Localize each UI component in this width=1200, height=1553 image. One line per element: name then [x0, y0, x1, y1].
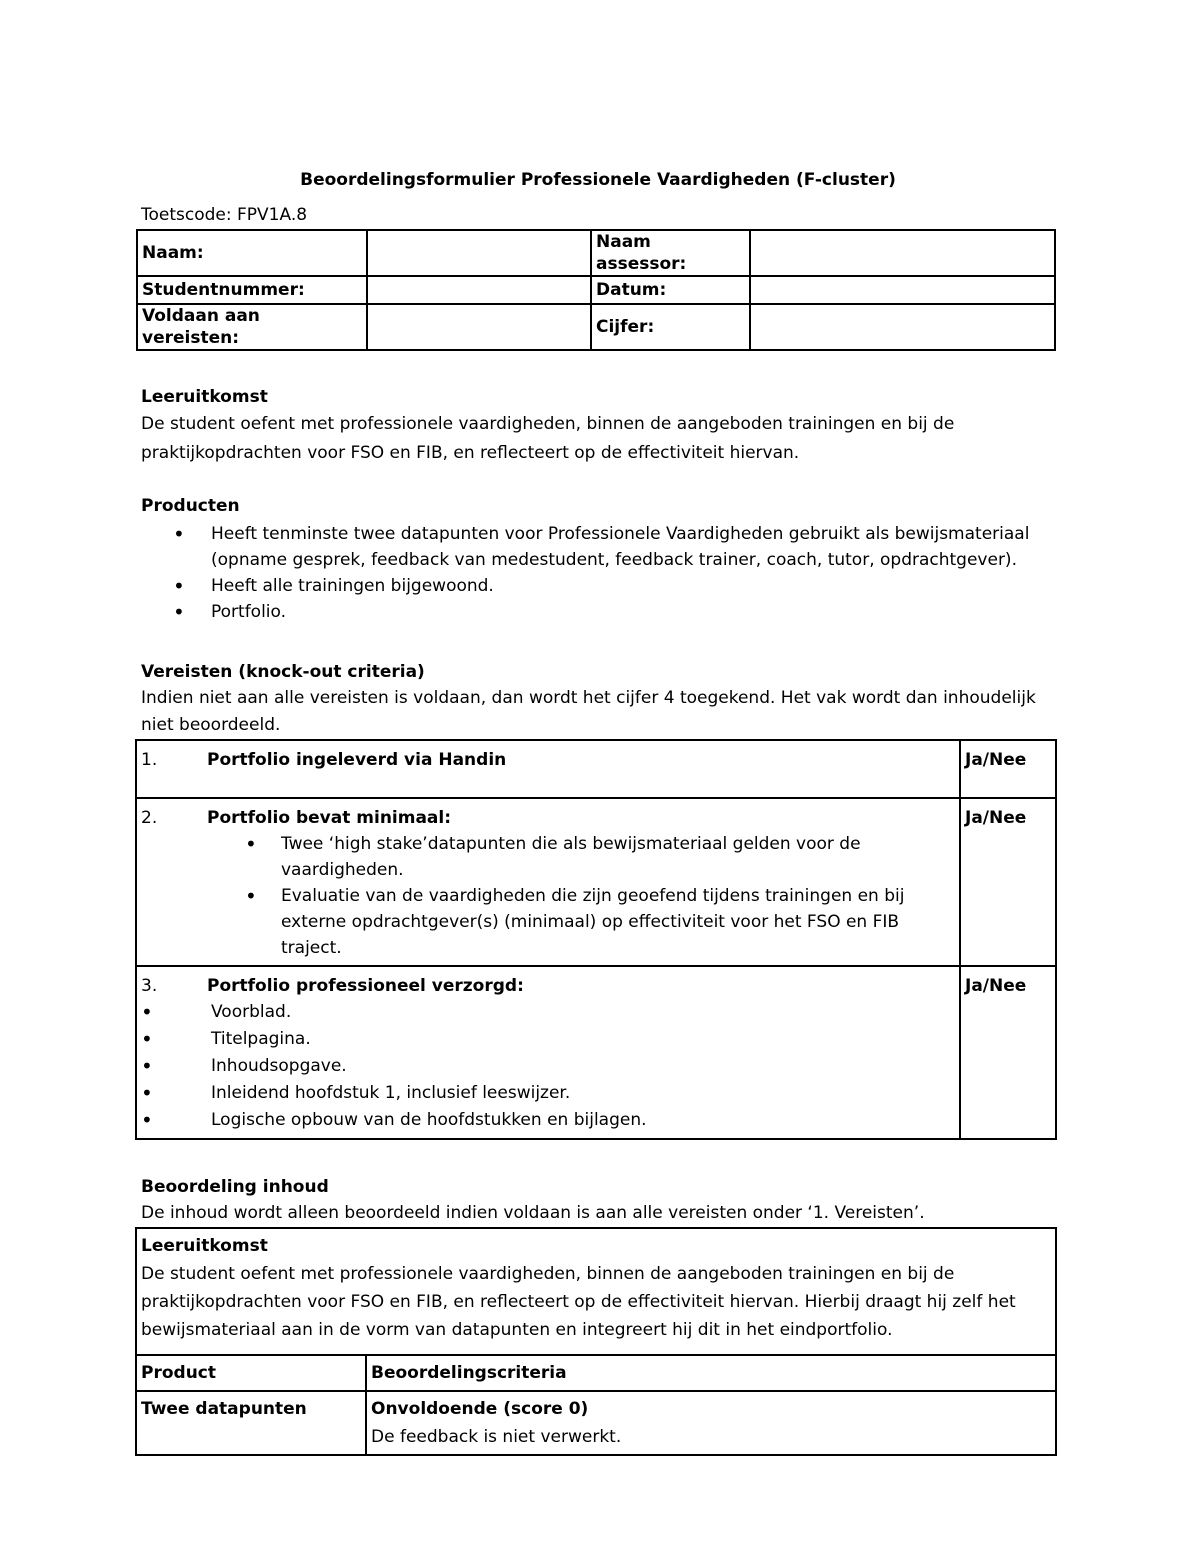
table-row: [136, 966, 1056, 1139]
document-page: [141, 168, 1055, 1456]
list-item: • Evaluatie van de vaardigheden die zijn geoefend tijdens trainingen en bij externe opdrachtgever(s) (minimaal) op effectiviteit voor het FSO en FIB traject.: [281, 883, 955, 961]
label-studentnummer: Studentnummer:: [137, 276, 367, 304]
inhoud-leeruitkomst-text: De student oefent met professionele vaardigheden, binnen de aangeboden trainingen en bij de praktijkopdrachten voor FSO en FIB, en reflecteert op de effectiviteit hiervan. Hierbij draagt hij zelf het bewijsmateriaal aan in de vorm van datapunten en integreert hij dit in het eindportfolio.: [141, 1264, 1016, 1340]
field-studentnummer[interactable]: [367, 276, 591, 304]
beoordeling-intro: De inhoud wordt alleen beoordeeld indien voldaan is aan alle vereisten onder ‘1. Vereisten’.: [141, 1203, 925, 1223]
field-datum[interactable]: [750, 276, 1055, 304]
label-datum: Datum:: [591, 276, 750, 304]
field-naam[interactable]: [367, 230, 591, 276]
product-name: Twee datapunten: [136, 1391, 366, 1455]
leeruitkomst-section: [141, 384, 1055, 468]
producten-list: [141, 521, 1055, 625]
document-title: Beoordelingsformulier Professionele Vaardigheden (F-cluster): [300, 170, 896, 190]
leeruitkomst-line-2: praktijkopdrachten voor FSO en FIB, en reflecteert op de effectiviteit hiervan.: [141, 443, 800, 463]
criteria-score: Onvoldoende (score 0): [371, 1399, 589, 1419]
vereiste-number: 1.: [141, 750, 158, 770]
label-naam-assessor: Naam assessor:: [591, 230, 750, 276]
vereiste-title: Portfolio ingeleverd via Handin: [207, 750, 507, 770]
leeruitkomst-cell: [136, 1228, 1056, 1355]
criteria-cell: [366, 1391, 1056, 1455]
list-item: • Twee ‘high stake’datapunten die als bewijsmateriaal gelden voor de vaardigheden.: [281, 831, 955, 883]
list-item: • Inleidend hoofdstuk 1, inclusief leeswijzer.: [211, 1080, 955, 1107]
inhoud-leeruitkomst-heading: Leeruitkomst: [141, 1236, 268, 1256]
vereisten-intro: Indien niet aan alle vereisten is voldaan, dan wordt het cijfer 4 toegekend. Het vak wordt dan inhoudelijk niet beoordeeld.: [141, 688, 1036, 735]
ja-nee-answer[interactable]: Ja/Nee: [960, 966, 1056, 1139]
ja-nee-answer[interactable]: Ja/Nee: [960, 798, 1056, 966]
table-row: [137, 304, 1055, 350]
vereiste-number: 2.: [141, 808, 158, 828]
list-item: • Inhoudsopgave.: [211, 1053, 955, 1080]
table-row: [137, 230, 1055, 276]
vereisten-table: [135, 739, 1057, 1140]
table-row: [136, 1355, 1056, 1391]
list-item: • Logische opbouw van de hoofdstukken en bijlagen.: [211, 1107, 955, 1134]
toetscode: Toetscode: FPV1A.8: [141, 205, 308, 225]
label-voldaan: Voldaan aan vereisten:: [137, 304, 367, 350]
criteria-text: De feedback is niet verwerkt.: [371, 1427, 622, 1447]
column-header-criteria: Beoordelingscriteria: [366, 1355, 1056, 1391]
table-row: [137, 276, 1055, 304]
beoordeling-table: [135, 1227, 1057, 1456]
vereisten-section: [141, 659, 1055, 1140]
vereiste-title: Portfolio professioneel verzorgd:: [207, 976, 524, 996]
table-row: [136, 740, 1056, 798]
vereiste-items: [141, 999, 955, 1134]
beoordeling-heading: Beoordeling inhoud: [141, 1177, 329, 1197]
list-item: • Heeft alle trainingen bijgewoond.: [141, 573, 1055, 599]
list-item: • Voorblad.: [211, 999, 955, 1026]
field-cijfer[interactable]: [750, 304, 1055, 350]
vereiste-items: [141, 831, 955, 961]
label-naam: Naam:: [137, 230, 367, 276]
list-item: • Heeft tenminste twee datapunten voor Professionele Vaardigheden gebruikt als bewijsmateriaal (opname gesprek, feedback van medestudent, feedback trainer, coach, tutor, opdrachtgever).: [141, 521, 1055, 573]
column-header-product: Product: [136, 1355, 366, 1391]
vereiste-cell: [136, 740, 960, 798]
beoordeling-section: [141, 1174, 1055, 1456]
student-info-table: [136, 229, 1056, 351]
vereiste-number: 3.: [141, 976, 158, 996]
table-row: [136, 1228, 1056, 1355]
table-row: [136, 1391, 1056, 1455]
ja-nee-answer[interactable]: Ja/Nee: [960, 740, 1056, 798]
vereiste-cell: [136, 966, 960, 1139]
producten-section: [141, 493, 1055, 625]
vereiste-cell: [136, 798, 960, 966]
leeruitkomst-line-1: De student oefent met professionele vaardigheden, binnen de aangeboden trainingen en bij de: [141, 414, 955, 434]
field-voldaan[interactable]: [367, 304, 591, 350]
list-item: • Portfolio.: [141, 599, 1055, 625]
producten-heading: Producten: [141, 496, 240, 516]
vereiste-title: Portfolio bevat minimaal:: [207, 808, 452, 828]
label-cijfer: Cijfer:: [591, 304, 750, 350]
vereisten-heading: Vereisten (knock-out criteria): [141, 662, 425, 682]
table-row: [136, 798, 1056, 966]
list-item: • Titelpagina.: [211, 1026, 955, 1053]
leeruitkomst-heading: Leeruitkomst: [141, 387, 268, 407]
field-naam-assessor[interactable]: [750, 230, 1055, 276]
